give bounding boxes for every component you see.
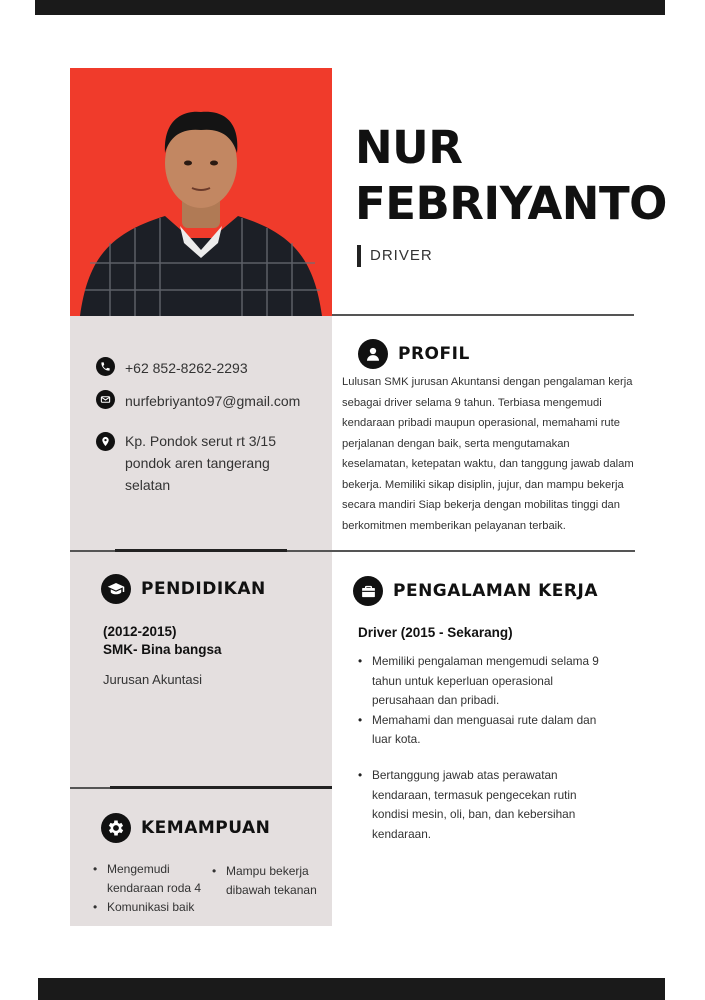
- person-silhouette: [70, 68, 332, 316]
- list-item-line: dibawah tekanan: [226, 883, 317, 897]
- profile-line: keselamatan, ketepatan waktu, dan tanggung jawab dalam: [342, 458, 634, 470]
- address-line: Kp. Pondok serut rt 3/15: [125, 433, 276, 449]
- list-item-line: • Mengemudi: [107, 862, 170, 876]
- contact-email: [96, 390, 300, 412]
- skills-column-1: [91, 860, 201, 917]
- list-item: [358, 652, 643, 711]
- list-item-line: • Memiliki pengalaman mengemudi selama 9: [372, 654, 599, 668]
- list-item: [358, 766, 643, 844]
- skills-heading: [101, 813, 270, 843]
- bottom-decorative-bar: [38, 978, 665, 1000]
- phone-icon: [96, 357, 115, 376]
- education-title: PENDIDIKAN: [141, 579, 266, 599]
- education-major: Jurusan Akuntasi: [103, 672, 203, 687]
- profile-photo: [70, 68, 332, 316]
- education-heading: [101, 574, 266, 604]
- last-name: FEBRIYANTO: [355, 177, 667, 230]
- list-item: [358, 711, 643, 750]
- gear-icon: [101, 813, 131, 843]
- profile-summary: [342, 372, 694, 536]
- address-line: selatan: [125, 477, 171, 493]
- list-item: [210, 862, 317, 900]
- list-item-line: kondisi mesin, oli, ban, dan kebersihan: [372, 807, 576, 822]
- list-item-line: kendaraan.: [372, 826, 432, 841]
- list-item-line: tahun untuk keperluan operasional: [372, 673, 554, 688]
- mail-icon: [96, 390, 115, 409]
- list-item-line: • Memahami dan menguasai rute dalam dan: [372, 712, 597, 727]
- address: [125, 430, 276, 496]
- phone-number: +62 852-8262-2293: [125, 360, 248, 376]
- address-line: pondok aren tangerang: [125, 455, 270, 471]
- graduation-cap-icon: [101, 574, 131, 604]
- job-title: Driver (2015 - Sekarang): [358, 625, 513, 640]
- role-accent-bar: [357, 245, 361, 267]
- profile-line: bekerja. Memiliki sikap disiplin, jujur, dan mampu bekerja: [342, 478, 624, 491]
- profile-heading: [358, 339, 470, 369]
- education-years: (2012-2015): [103, 624, 177, 639]
- full-name: [355, 120, 667, 232]
- email-address: nurfebriyanto97@gmail.com: [125, 393, 301, 409]
- list-item: [91, 898, 201, 917]
- job-role: DRIVER: [370, 247, 433, 264]
- education-school: SMK- Bina bangsa: [103, 642, 222, 657]
- first-name: NUR: [355, 121, 463, 174]
- location-pin-icon: [96, 432, 115, 451]
- experience-title: PENGALAMAN KERJA: [393, 581, 598, 601]
- header-divider: [332, 314, 634, 316]
- profile-line: Lulusan SMK jurusan Akuntansi dengan pengalaman kerja: [342, 376, 633, 388]
- list-item-line: • Komunikasi baik: [107, 900, 195, 914]
- user-icon: [358, 339, 388, 369]
- section-divider-accent: [115, 549, 287, 552]
- briefcase-icon: [353, 576, 383, 606]
- experience-heading: [353, 576, 598, 606]
- profile-line: perjalanan dengan baik, serta mengutamakan: [342, 437, 570, 450]
- sidebar-divider-accent: [110, 786, 332, 789]
- profile-line: kendaraan pribadi maupun operasional, memahami rute: [342, 417, 620, 429]
- contact-address: [96, 430, 276, 496]
- list-item-line: kendaraan, termasuk pengecekan rutin: [372, 787, 577, 802]
- contact-phone: [96, 357, 248, 379]
- list-item-line: perusahaan dan pribadi.: [372, 693, 500, 708]
- skills-title: KEMAMPUAN: [141, 818, 271, 838]
- profile-line: sebagai driver selama 9 tahun. Terbiasa mengemudi: [342, 396, 602, 409]
- profile-line: berkomitmen memberikan pelayanan terbaik.: [342, 519, 566, 532]
- profile-title: PROFIL: [398, 344, 470, 364]
- top-decorative-bar: [35, 0, 665, 15]
- list-item-line: • Bertanggung jawab atas perawatan: [372, 767, 558, 782]
- list-item-line: • Mampu bekerja: [226, 864, 309, 878]
- list-item-line: kendaraan roda 4: [107, 881, 202, 895]
- profile-line: secara mandiri Siap bekerja dengan mobilitas tinggi dan: [342, 499, 620, 511]
- job-duties: [358, 652, 643, 844]
- skills-column-2: [210, 862, 317, 900]
- list-item: [91, 860, 201, 898]
- list-item-line: luar kota.: [372, 732, 421, 747]
